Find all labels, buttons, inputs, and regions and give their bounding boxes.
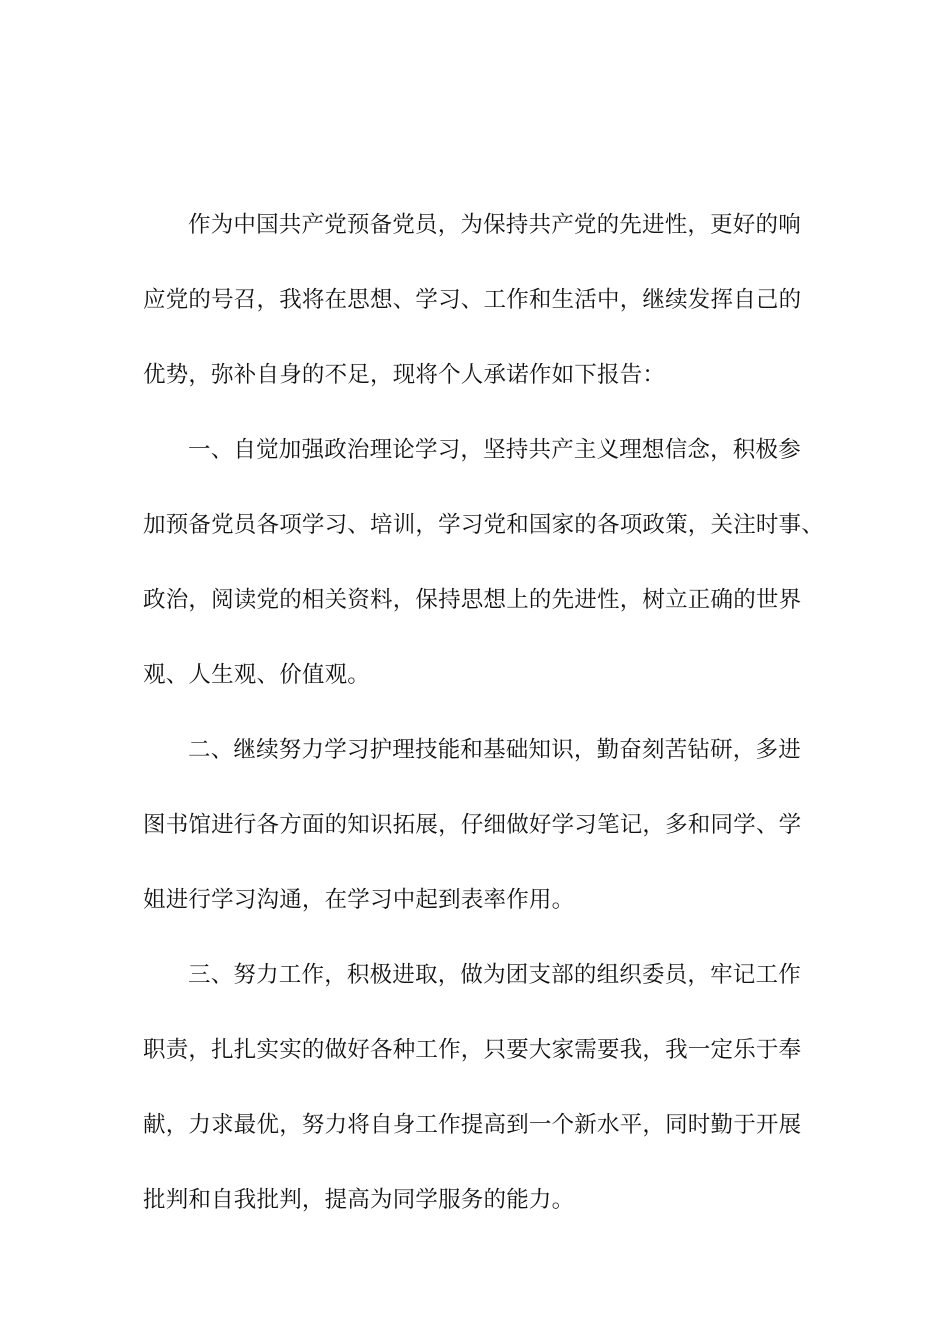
paragraph-two-line-3: 姐进行学习沟通，在学习中起到表率作用。: [143, 887, 575, 913]
paragraph-two-line-1: 二、继续努力学习护理技能和基础知识，勤奋刻苦钻研，多进: [188, 737, 801, 763]
paragraph-one-line-3: 政治，阅读党的相关资料，保持思想上的先进性，树立正确的世界: [143, 587, 802, 613]
paragraph-three-line-4: 批判和自我批判，提高为同学服务的能力。: [143, 1187, 575, 1213]
paragraph-three-line-3: 献，力求最优，努力将自身工作提高到一个新水平，同时勤于开展: [143, 1112, 802, 1138]
paragraph-intro-line-3: 优势，弥补自身的不足，现将个人承诺作如下报告：: [143, 362, 666, 388]
paragraph-intro-line-2: 应党的号召，我将在思想、学习、工作和生活中，继续发挥自己的: [143, 287, 802, 313]
paragraph-one-line-4: 观、人生观、价值观。: [143, 662, 371, 688]
paragraph-one-line-1: 一、自觉加强政治理论学习，坚持共产主义理想信念，积极参: [188, 437, 801, 463]
paragraph-three-line-2: 职责，扎扎实实的做好各种工作，只要大家需要我，我一定乐于奉: [143, 1037, 802, 1063]
paragraph-one-line-2: 加预备党员各项学习、培训，学习党和国家的各项政策，关注时事、: [143, 512, 825, 538]
paragraph-intro-line-1: 作为中国共产党预备党员，为保持共产党的先进性，更好的响: [188, 212, 801, 238]
paragraph-two-line-2: 图书馆进行各方面的知识拓展，仔细做好学习笔记，多和同学、学: [143, 812, 802, 838]
paragraph-three-line-1: 三、努力工作，积极进取，做为团支部的组织委员，牢记工作: [188, 962, 801, 988]
